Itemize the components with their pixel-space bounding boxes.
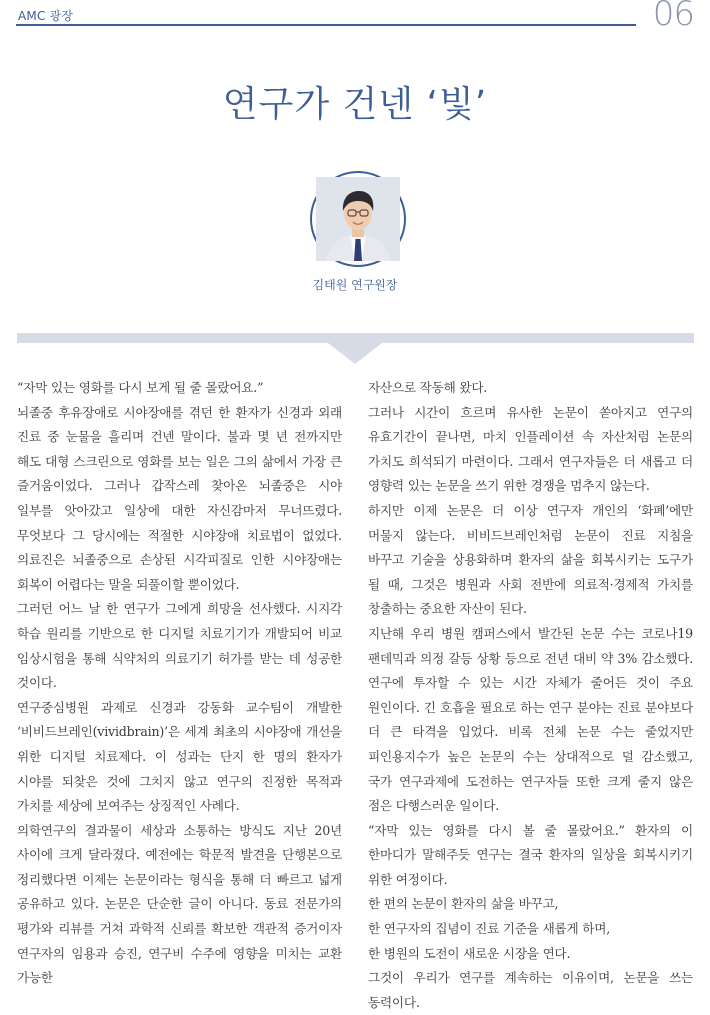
body-paragraph: 자산으로 작동해 왔다. <box>368 380 488 395</box>
body-paragraph: 한 병원의 도전이 새로운 시장을 연다. <box>368 945 571 961</box>
body-paragraph: 지난해 우리 병원 캠퍼스에서 발간된 논문 수는 코로나19 팬데믹과 의정 갈등 상황 등으로 전년 대비 약 3% 감소했다. 연구에 투자할 수 있는 시간 자체가 줄어든 것이 주요 원인이다. 긴 호흡을 필요로 하는 연구 분야는 진료 분야보다 더 큰 타격을 입었다. 비록 전체 논문 수는 줄었지만 피인용지수가 높은 논문의 수는 상대적으로 덜 감소했고, 국가 연구과제에 도전하는 연구자들 또한 크게 줄지 않은 점은 다행스러운 일이다. <box>368 625 693 814</box>
body-paragraph: 한 연구자의 집념이 진료 기준을 새롭게 하며, <box>368 921 611 937</box>
body-paragraph: 그것이 우리가 연구를 계속하는 이유이며, 논문을 쓰는 동력이다. <box>368 970 693 1010</box>
body-column-right <box>368 376 693 1015</box>
section-label: AMC 광장 <box>18 9 74 23</box>
author-portrait <box>316 177 400 261</box>
article-title: 연구가 건넨 ‘빛’ <box>222 84 488 125</box>
header-rule <box>16 24 636 26</box>
body-paragraph: “자막 있는 영화를 다시 보게 될 줄 몰랐어요.” <box>17 380 264 395</box>
page-header <box>0 0 710 34</box>
body-column-left <box>17 376 342 991</box>
body-paragraph: 그러나 시간이 흐르며 유사한 논문이 쏟아지고 연구의 유효기간이 끝나면, 마치 인플레이션 속 자산처럼 논문의 가치도 희석되기 마련이다. 그래서 연구자들은 더 새롭고 더 영향력 있는 논문을 쓰기 위한 경쟁을 멈추지 않는다. <box>368 404 693 494</box>
body-paragraph: 그러던 어느 날 한 연구가 그에게 희망을 선사했다. 시지각 학습 원리를 기반으로 한 디지털 치료기기가 개발되어 비교 임상시험을 통해 식약처의 의료기기 허가를 받는 데 성공한 것이다. <box>17 601 342 691</box>
section-divider <box>17 333 694 365</box>
body-paragraph: 하지만 이제 논문은 더 이상 연구자 개인의 ‘화폐’에만 머물지 않는다. 비비드브레인처럼 논문이 진료 지침을 바꾸고 기술을 상용화하며 환자의 삶을 회복시키는 도구가 될 때, 그것은 병원과 사회 전반에 의료적·경제적 가치를 창출하는 중요한 자산이 된다. <box>368 502 693 617</box>
body-paragraph: 연구중심병원 과제로 신경과 강동화 교수팀이 개발한 ‘비비드브레인(vividbrain)’은 세계 최초의 시야장애 개선을 위한 디지털 치료제다. 이 성과는 단지 한 명의 환자가 시야를 되찾은 것에 그치지 않고 연구의 진정한 목적과 가치를 세상에 보여주는 상징적인 사례다. <box>17 699 342 814</box>
author-name: 김태원 연구원장 <box>312 278 398 292</box>
body-paragraph: 뇌졸중 후유장애로 시야장애를 겪던 한 환자가 신경과 외래 진료 중 눈물을 흘리며 건넨 말이다. 불과 몇 년 전까지만 해도 대형 스크린으로 영화를 보는 일은 그의 삶에서 가장 큰 즐거움이었다. 그러나 갑작스레 찾아온 뇌졸중은 시야 일부를 앗아갔고 일상에 대한 자신감마저 무너뜨렸다. 무엇보다 그 당시에는 적절한 시야장애 치료법이 없었다. 의료진은 뇌졸중으로 손상된 시각피질로 인한 시야장애는 회복이 어렵다는 말을 되풀이할 뿐이었다. <box>17 404 342 592</box>
body-paragraph: 의학연구의 결과물이 세상과 소통하는 방식도 지난 20년 사이에 크게 달라졌다. 예전에는 학문적 발견을 단행본으로 정리했다면 이제는 논문이라는 형식을 통해 더 빠르고 넓게 공유하고 있다. 논문은 단순한 글이 아니다. 동료 전문가의 평가와 리뷰를 거쳐 과학적 신뢰를 확보한 객관적 증거이자 연구자의 임용과 승진, 연구비 수주에 영향을 미치는 교환 가능한 <box>17 822 342 986</box>
author-portrait-illustration <box>316 177 400 261</box>
body-paragraph: 한 편의 논문이 환자의 삶을 바꾸고, <box>368 896 559 912</box>
body-paragraph: “자막 있는 영화를 다시 볼 줄 몰랐어요.” 환자의 이 한마디가 말해주듯 연구는 결국 환자의 일상을 회복시키기 위한 여정이다. <box>368 822 693 887</box>
author-portrait-frame <box>310 171 406 267</box>
page-number: 06 <box>652 0 694 34</box>
